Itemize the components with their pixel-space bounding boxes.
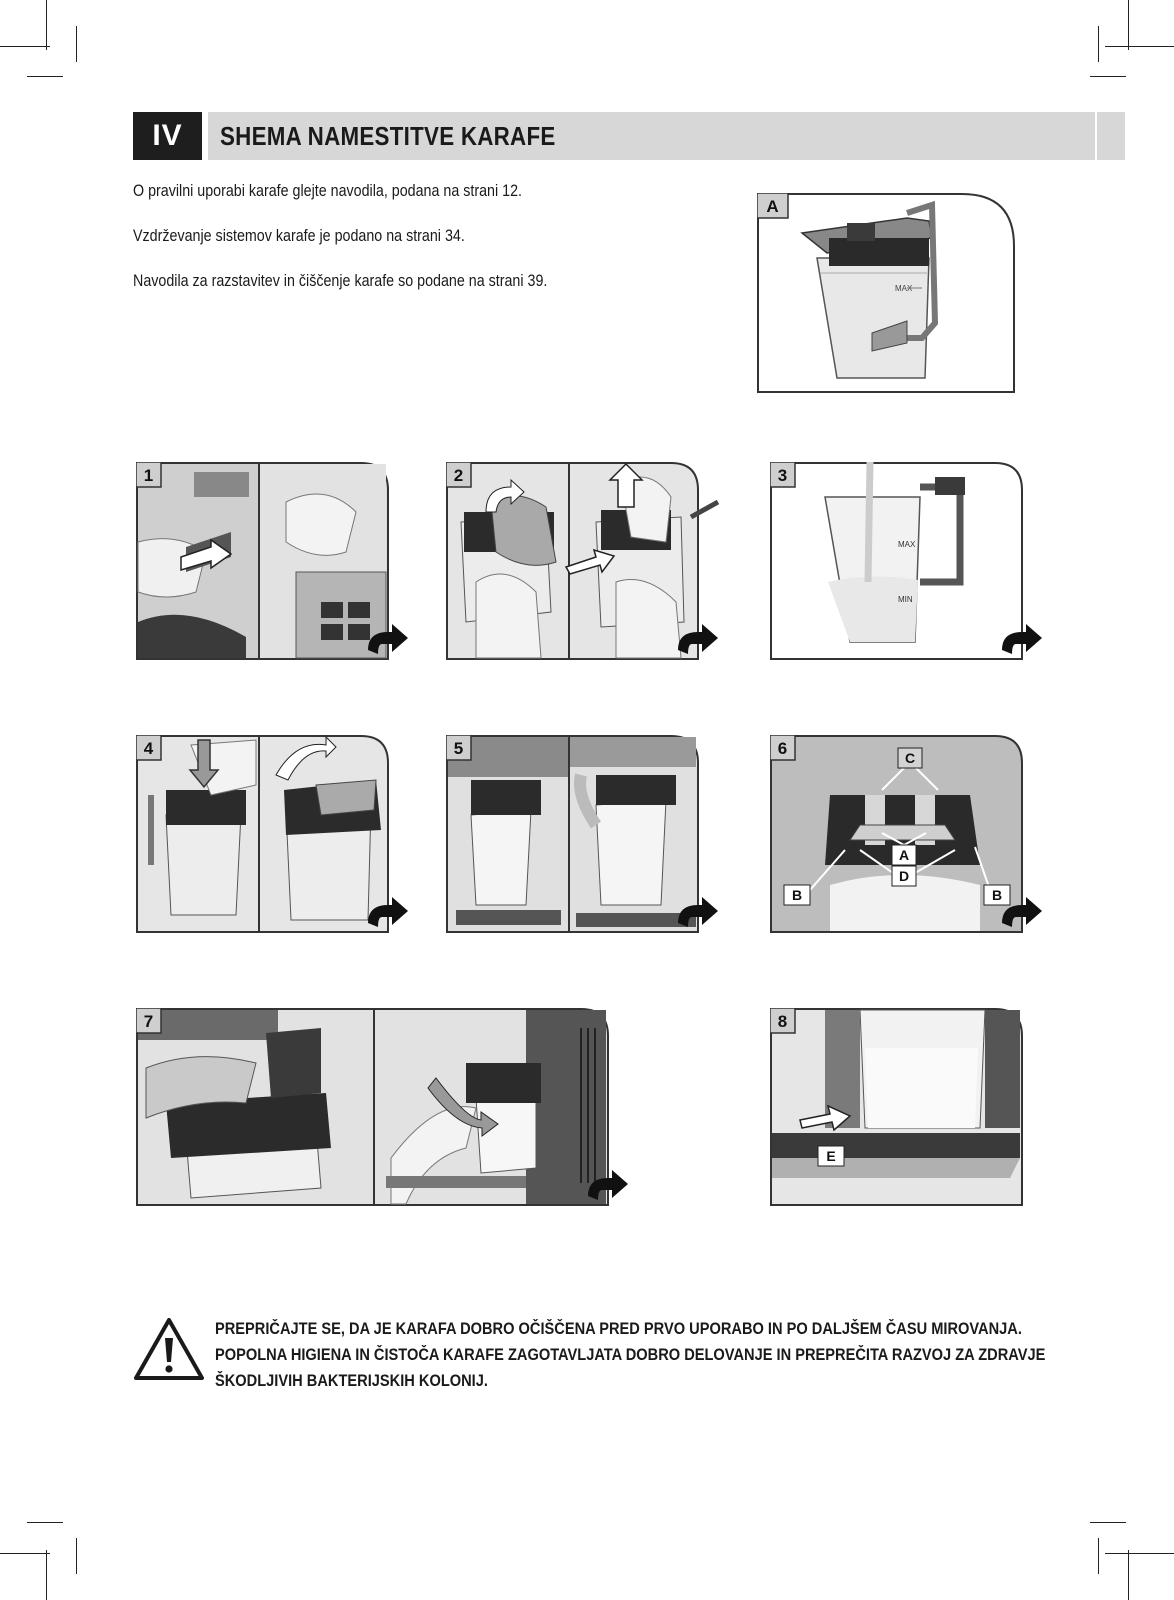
step-number: 3 bbox=[777, 466, 788, 485]
figure-a bbox=[757, 193, 1017, 395]
figure-label: A bbox=[766, 197, 779, 216]
warning-line: POPOLNA HIGIENA IN ČISTOČA KARAFE ZAGOTAVLJATA DOBRO DELOVANJE IN PREPREČITA RAZVOJ ZA ZDRAVJE bbox=[215, 1345, 1046, 1364]
step-7-figure bbox=[136, 1008, 636, 1208]
step-1-figure bbox=[136, 462, 416, 662]
step-6-figure bbox=[770, 735, 1050, 935]
crop-mark bbox=[1128, 0, 1129, 50]
step-3-figure bbox=[770, 462, 1050, 662]
max-mark: MAX bbox=[898, 540, 916, 549]
callout-label: D bbox=[898, 868, 910, 884]
crop-mark bbox=[76, 1538, 77, 1574]
crop-mark bbox=[1090, 1522, 1126, 1523]
crop-mark bbox=[1090, 76, 1126, 77]
step-number: 2 bbox=[453, 466, 464, 485]
crop-mark bbox=[1105, 1553, 1174, 1554]
max-mark: MAX bbox=[895, 284, 913, 293]
crop-mark bbox=[1128, 1550, 1129, 1600]
callout-label: B bbox=[791, 887, 803, 903]
step-number: 5 bbox=[453, 739, 464, 758]
crop-mark bbox=[0, 46, 50, 47]
warning-text bbox=[215, 1316, 1174, 1394]
min-mark: MIN bbox=[898, 595, 913, 604]
step-number: 1 bbox=[143, 466, 154, 485]
intro-line: O pravilni uporabi karafe glejte navodila, podana na strani 12. bbox=[133, 181, 522, 200]
step-number: 6 bbox=[777, 739, 788, 758]
step-4-figure bbox=[136, 735, 416, 935]
callout-label: C bbox=[904, 750, 916, 766]
step-number: 8 bbox=[777, 1012, 788, 1031]
step-number: 4 bbox=[143, 739, 154, 758]
warning-line: ŠKODLJIVIH BAKTERIJSKIH KOLONIJ. bbox=[215, 1371, 488, 1390]
step-8-figure bbox=[770, 1008, 1030, 1208]
crop-mark bbox=[1098, 26, 1099, 62]
callout-label: A bbox=[898, 847, 910, 863]
crop-mark bbox=[1105, 46, 1174, 47]
step-2-figure bbox=[446, 462, 726, 662]
section-number: IV bbox=[133, 112, 202, 160]
crop-mark bbox=[27, 1522, 63, 1523]
intro-line: Navodila za razstavitev in čiščenje karafe so podane na strani 39. bbox=[133, 271, 548, 290]
callout-label: B bbox=[991, 887, 1003, 903]
crop-mark bbox=[0, 1553, 50, 1554]
step-number: 7 bbox=[143, 1012, 154, 1031]
crop-mark bbox=[1098, 1538, 1099, 1574]
section-title-bar bbox=[208, 112, 1125, 160]
section-header bbox=[133, 112, 1125, 160]
crop-mark bbox=[46, 1550, 47, 1600]
step-5-figure bbox=[446, 735, 726, 935]
crop-mark bbox=[46, 0, 47, 50]
section-title: SHEMA NAMESTITVE KARAFE bbox=[220, 121, 556, 151]
title-bar-divider bbox=[1095, 112, 1097, 160]
warning-triangle-icon bbox=[133, 1316, 205, 1382]
callout-label: E bbox=[826, 1148, 836, 1164]
intro-text bbox=[133, 180, 693, 315]
crop-mark bbox=[27, 76, 63, 77]
warning-line: PREPRIČAJTE SE, DA JE KARAFA DOBRO OČIŠČENA PRED PRVO UPORABO IN PO DALJŠEM ČASU MIROVANJA. bbox=[215, 1319, 1022, 1338]
intro-line: Vzdrževanje sistemov karafe je podano na strani 34. bbox=[133, 226, 465, 245]
crop-mark bbox=[76, 26, 77, 62]
